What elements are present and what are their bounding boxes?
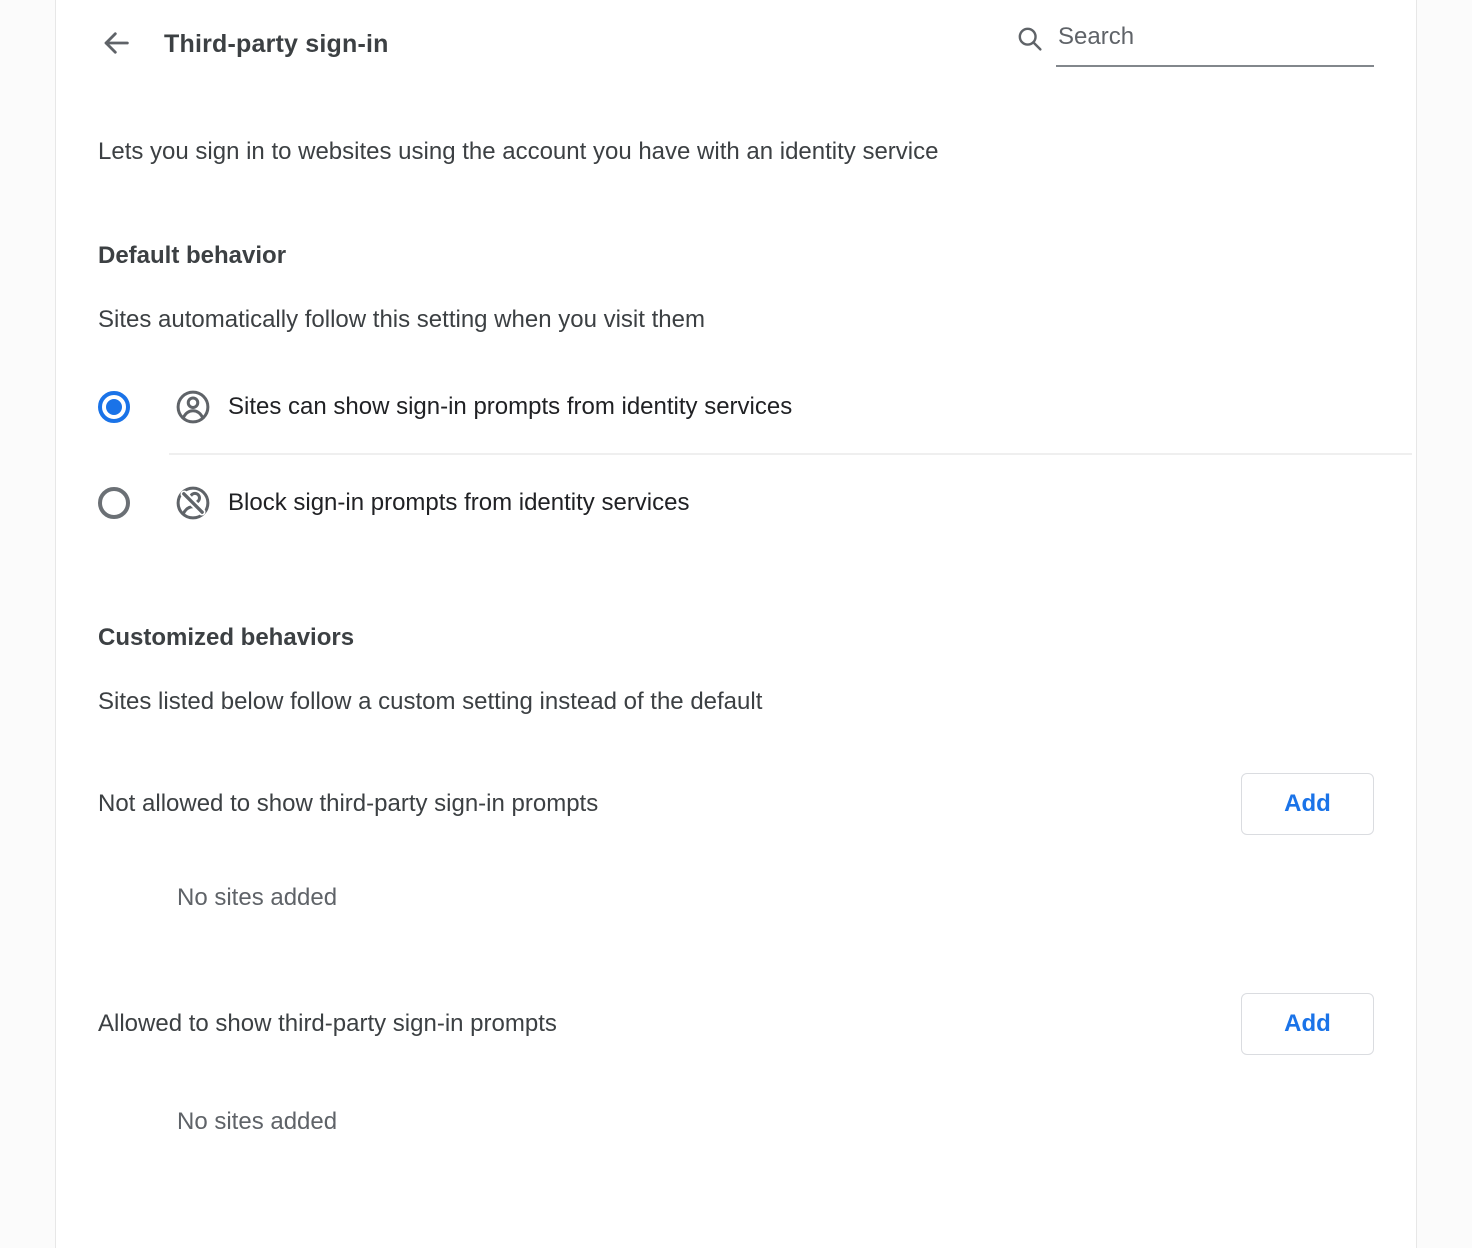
radio-option-label: Block sign-in prompts from identity services (228, 489, 690, 516)
customized-behaviors-subtext: Sites listed below follow a custom setting instead of the default (98, 688, 763, 715)
radio-option-block-signin-prompts[interactable] (98, 471, 1374, 535)
radio-unselected[interactable] (98, 487, 130, 519)
search-input[interactable] (1056, 21, 1374, 67)
allowed-sites-label: Allowed to show third-party sign-in prompts (98, 1010, 557, 1037)
radio-option-label: Sites can show sign-in prompts from identity services (228, 393, 793, 420)
radio-selected[interactable] (98, 391, 130, 423)
customized-behaviors-heading: Customized behaviors (98, 624, 355, 651)
search-field (1015, 21, 1374, 67)
page-content (56, 135, 1416, 1139)
option-divider (169, 453, 1412, 455)
page-description: Lets you sign in to websites using the account you have with an identity service (98, 138, 939, 165)
add-blocked-site-button[interactable]: Add (1241, 773, 1374, 835)
page-header (56, 0, 1416, 88)
account-circle-icon (174, 388, 212, 426)
default-behavior-subtext: Sites automatically follow this setting when you visit them (98, 306, 705, 333)
add-allowed-site-button[interactable]: Add (1241, 993, 1374, 1055)
default-behavior-heading: Default behavior (98, 242, 287, 269)
search-icon (1015, 30, 1056, 58)
not-allowed-empty-state: No sites added (177, 884, 338, 911)
blocked-person-icon (174, 484, 212, 522)
arrow-back-icon (99, 26, 133, 63)
radio-option-allow-signin-prompts[interactable] (98, 375, 1374, 439)
page-title: Third-party sign-in (164, 29, 389, 58)
not-allowed-sites-row (98, 773, 1374, 835)
back-button[interactable] (92, 20, 140, 68)
allowed-empty-state: No sites added (177, 1108, 338, 1135)
not-allowed-sites-label: Not allowed to show third-party sign-in prompts (98, 790, 599, 817)
allowed-sites-row (98, 993, 1374, 1055)
settings-card (55, 0, 1417, 1248)
